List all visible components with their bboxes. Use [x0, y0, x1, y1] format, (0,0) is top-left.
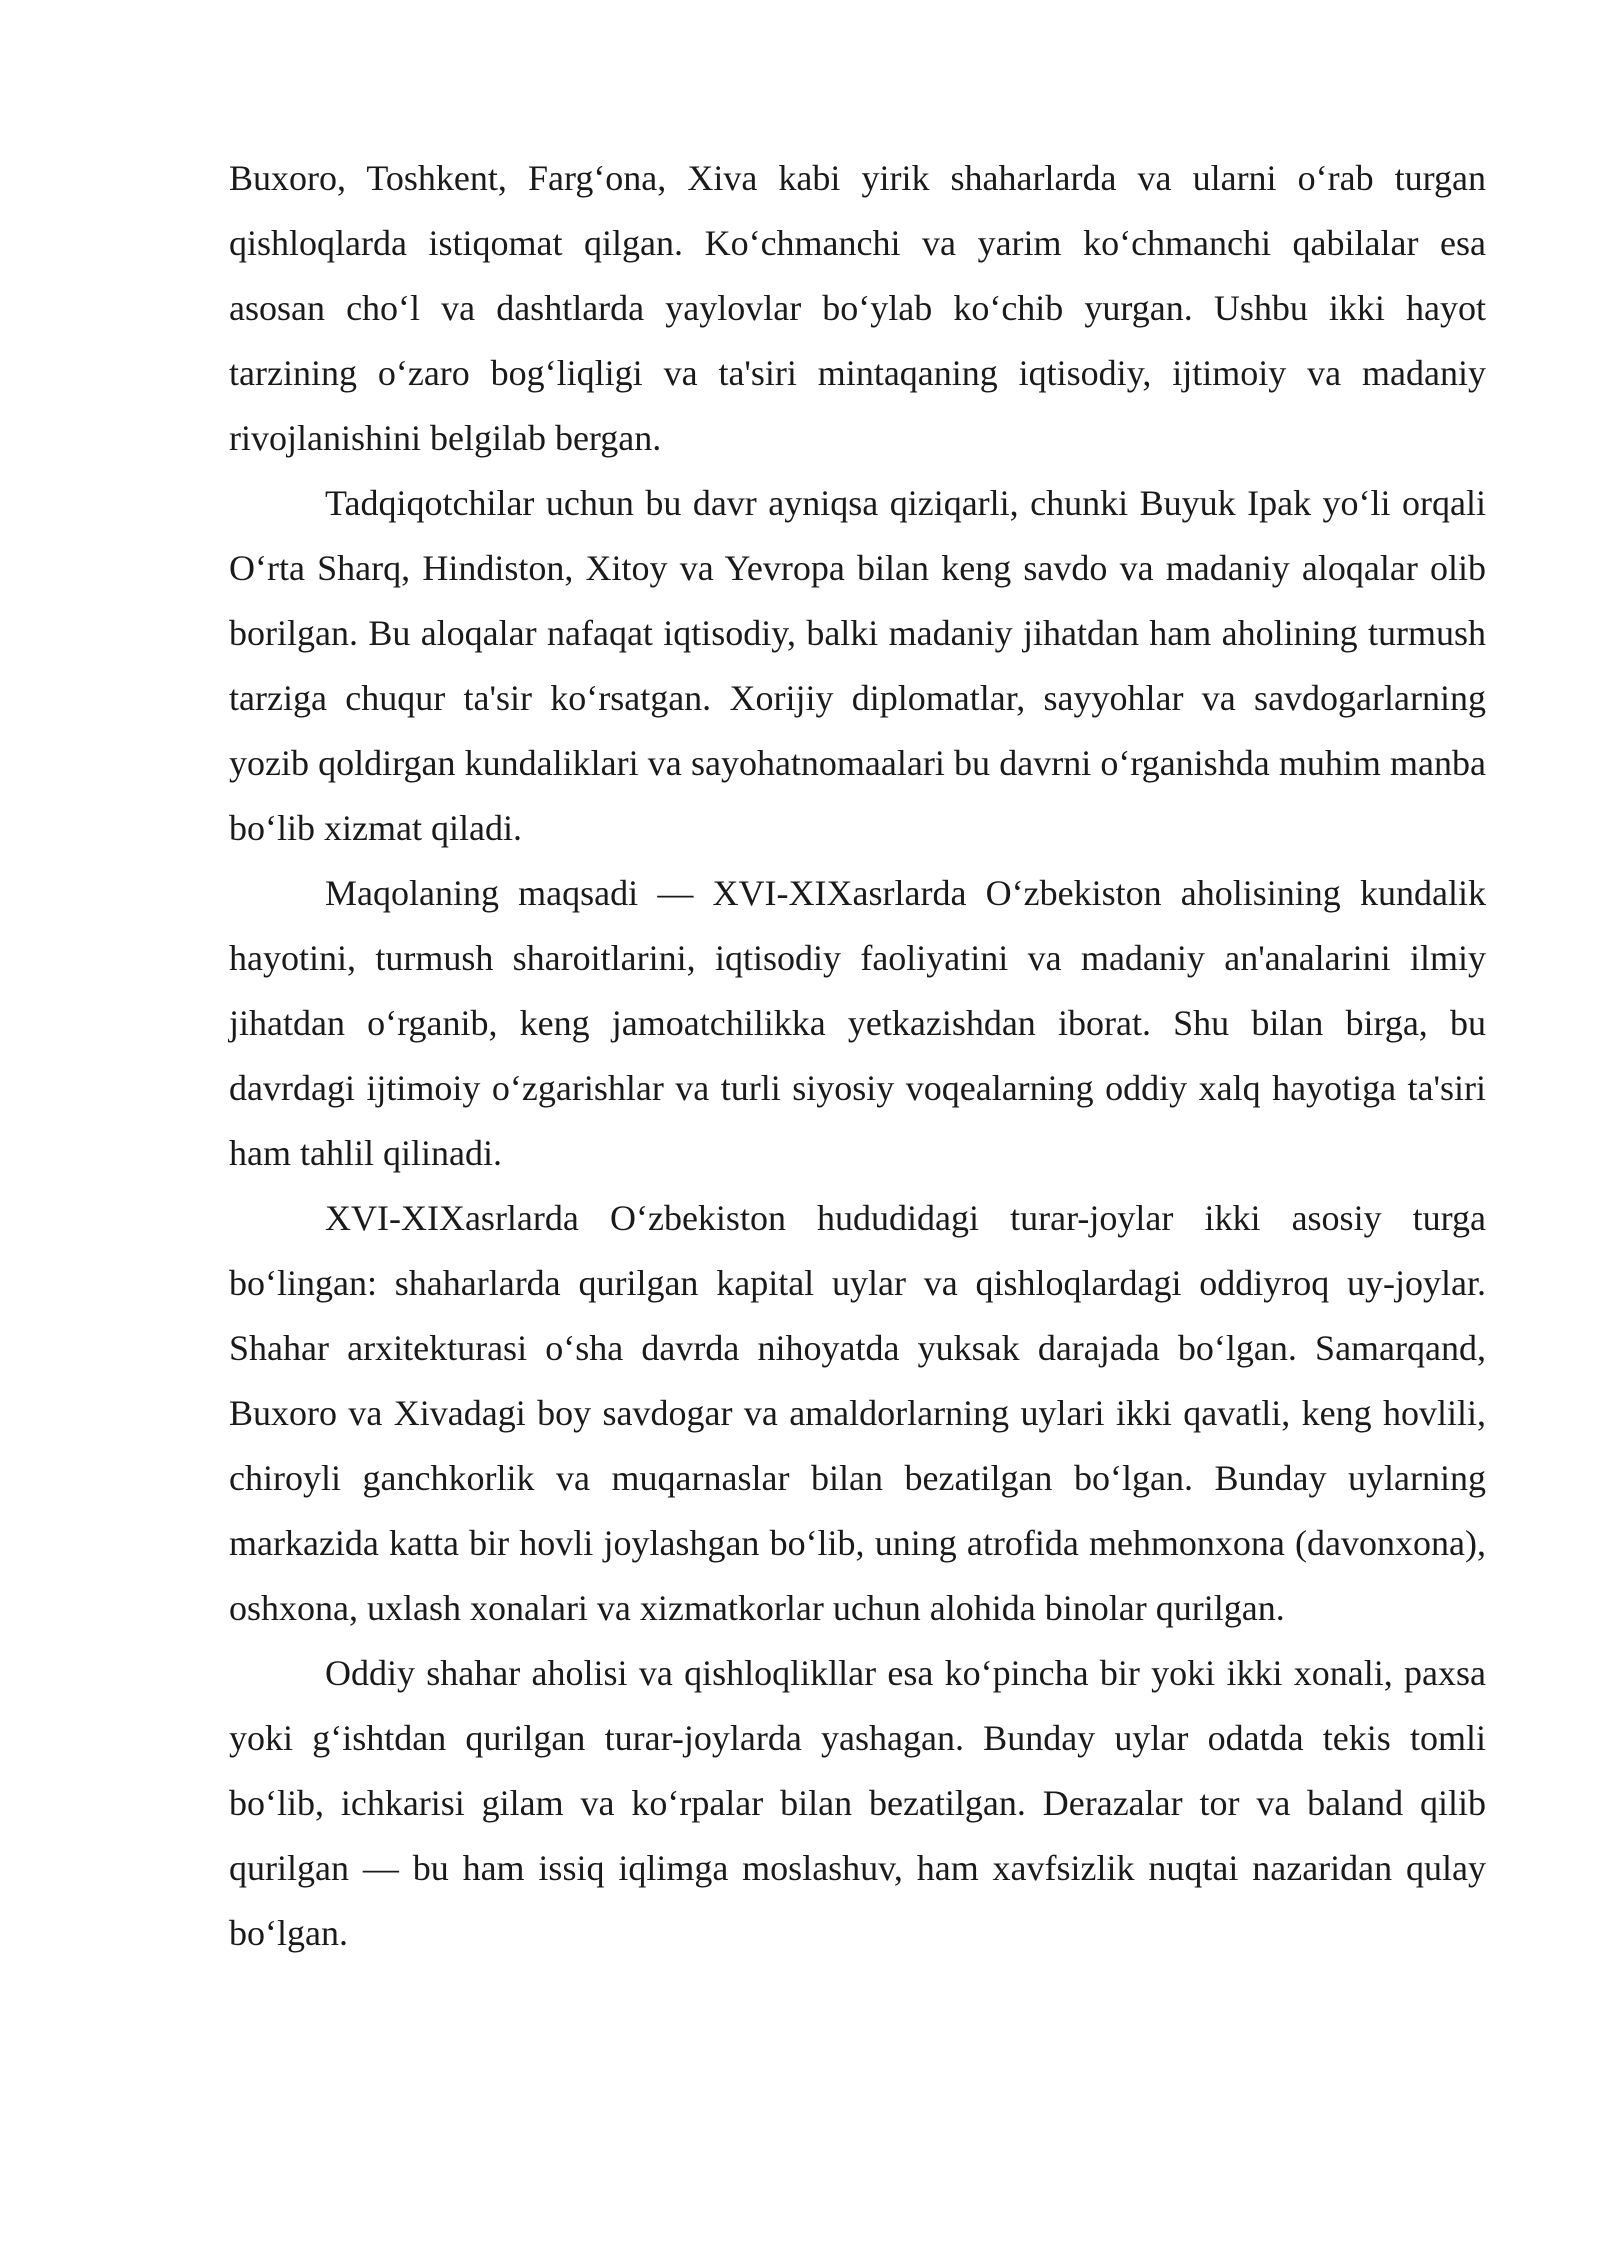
paragraph-research-interest: Tadqiqotchilar uchun bu davr ayniqsa qiziqarli, chunki Buyuk Ipak yo‘li orqali O‘rta Sharq, Hindiston, Xitoy va Yevropa bilan keng savdo va madaniy aloqalar olib borilgan. Bu aloqalar nafaqat iqtisodiy, balki madaniy jihatdan ham aholining turmush tarziga chuqur ta'sir ko‘rsatgan. Xorijiy diplomatlar, sayyohlar va savdogarlarning yozib qoldirgan kundaliklari va sayohatnomaalari bu davrni o‘rganishda muhim manba bo‘lib xizmat qiladi.: [229, 483, 1486, 848]
document-body: [229, 146, 1486, 1966]
paragraph-continuation: Buxoro, Toshkent, Farg‘ona, Xiva kabi yirik shaharlarda va ularni o‘rab turgan qishloqlarda istiqomat qilgan. Ko‘chmanchi va yarim ko‘chmanchi qabilalar esa asosan cho‘l va dashtlarda yaylovlar bo‘ylab ko‘chib yurgan. Ushbu ikki hayot tarzining o‘zaro bog‘liqligi va ta'siri mintaqaning iqtisodiy, ijtimoiy va madaniy rivojlanishini belgilab bergan.: [229, 158, 1486, 458]
paragraph-housing-types: XVI-XIXasrlarda O‘zbekiston hududidagi turar-joylar ikki asosiy turga bo‘lingan: shaharlarda qurilgan kapital uylar va qishloqlardagi oddiyroq uy-joylar. Shahar arxitekturasi o‘sha davrda nihoyatda yuksak darajada bo‘lgan. Samarqand, Buxoro va Xivadagi boy savdogar va amaldorlarning uylari ikki qavatli, keng hovlili, chiroyli ganchkorlik va muqarnaslar bilan bezatilgan bo‘lgan. Bunday uylarning markazida katta bir hovli joylashgan bo‘lib, uning atrofida mehmonxona (davonxona), oshxona, uxlash xonalari va xizmatkorlar uchun alohida binolar qurilgan.: [229, 1198, 1486, 1628]
paragraph-article-purpose: Maqolaning maqsadi — XVI-XIXasrlarda O‘zbekiston aholisining kundalik hayotini, turmush sharoitlarini, iqtisodiy faoliyatini va madaniy an'analarini ilmiy jihatdan o‘rganib, keng jamoatchilikka yetkazishdan iborat. Shu bilan birga, bu davrdagi ijtimoiy o‘zgarishlar va turli siyosiy voqealarning oddiy xalq hayotiga ta'siri ham tahlil qilinadi.: [229, 873, 1486, 1173]
paragraph-ordinary-housing: Oddiy shahar aholisi va qishloqlikllar esa ko‘pincha bir yoki ikki xonali, paxsa yoki g‘ishtdan qurilgan turar-joylarda yashagan. Bunday uylar odatda tekis tomli bo‘lib, ichkarisi gilam va ko‘rpalar bilan bezatilgan. Derazalar tor va baland qilib qurilgan — bu ham issiq iqlimga moslashuv, ham xavfsizlik nuqtai nazaridan qulay bo‘lgan.: [229, 1653, 1486, 1953]
